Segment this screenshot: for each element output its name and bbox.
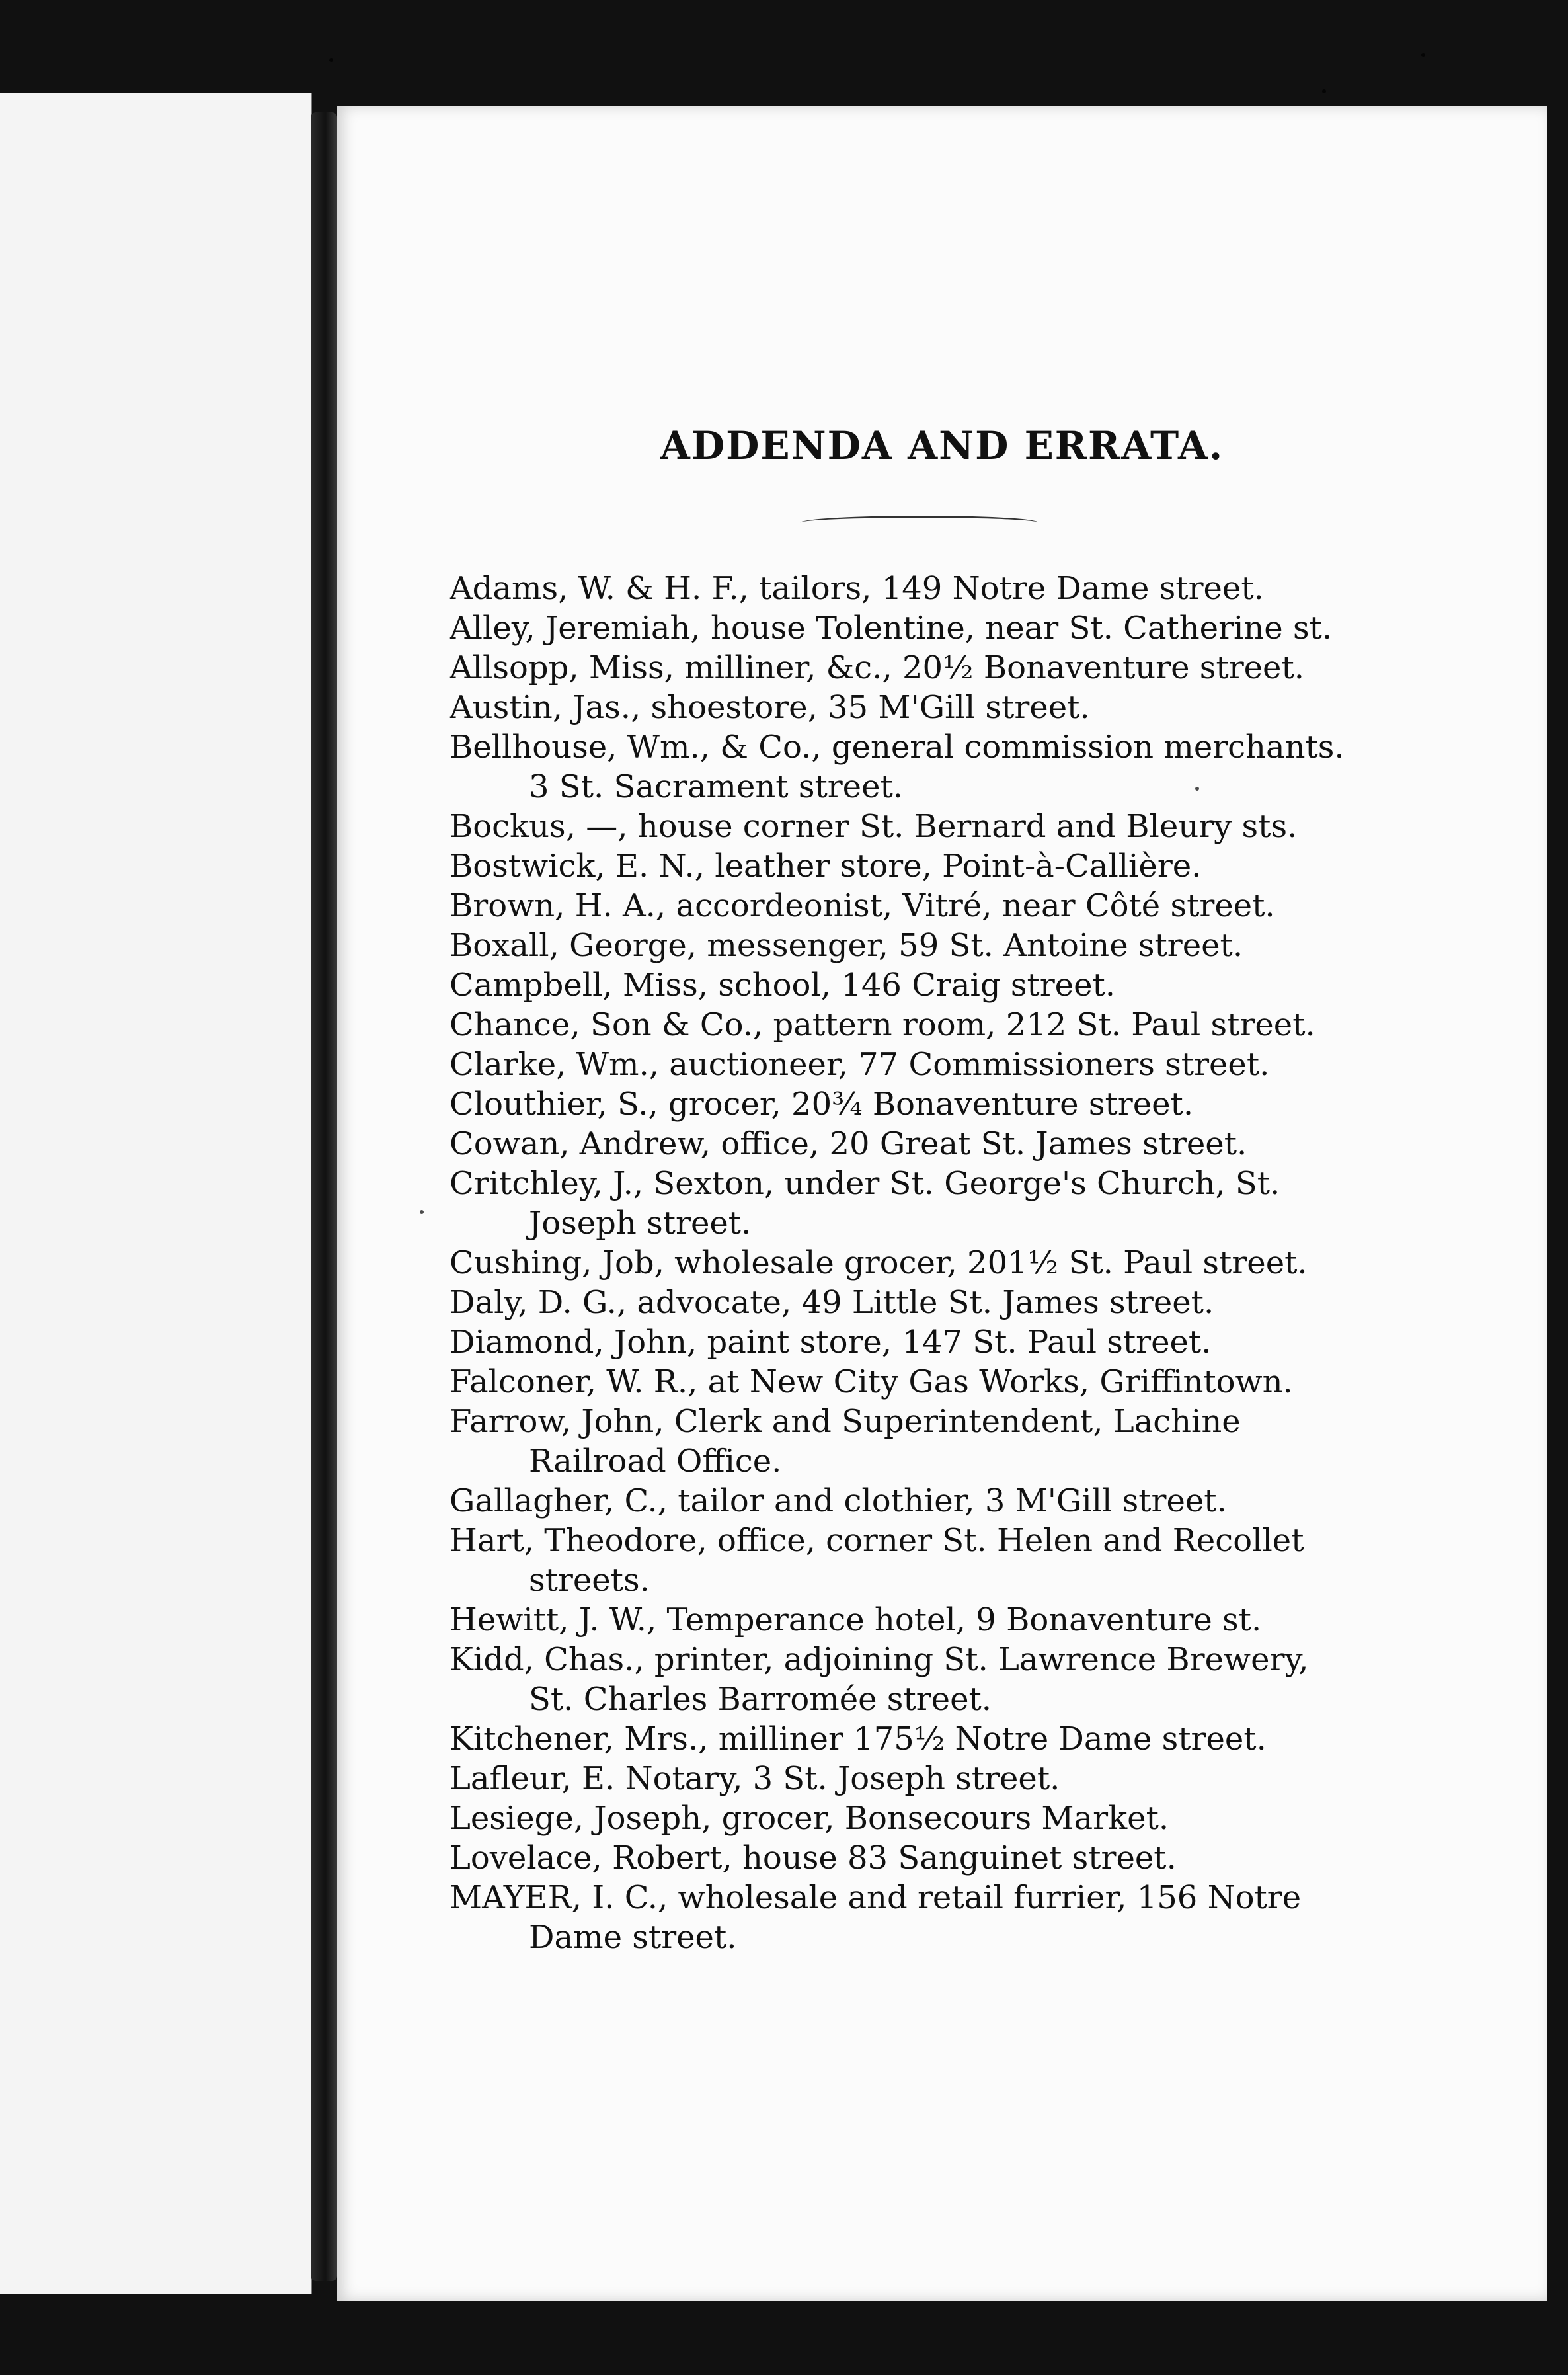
entry-cushing [450, 1243, 1481, 1283]
page-title: ADDENDA AND ERRATA. [660, 423, 1224, 468]
entry-clarke-line1: Clarke, Wm., auctioneer, 77 Commissioners street. [450, 1046, 1270, 1083]
entry-hart [450, 1521, 1481, 1600]
entry-diamond-line1: Diamond, John, paint store, 147 St. Paul street. [450, 1324, 1212, 1361]
entry-campbell-line1: Campbell, Miss, school, 146 Craig street. [450, 967, 1116, 1004]
book-spine [311, 112, 337, 2281]
entry-chance-line1: Chance, Son & Co., pattern room, 212 St. Paul street. [450, 1006, 1315, 1043]
dust-speck [1322, 89, 1326, 93]
entry-campbell [450, 965, 1481, 1005]
entry-kitchener-line1: Kitchener, Mrs., milliner 175½ Notre Dame street. [450, 1720, 1267, 1757]
entry-bockus-line1: Bockus, —, house corner St. Bernard and Bleury sts. [450, 808, 1298, 845]
entry-clouthier [450, 1084, 1481, 1124]
entry-farrow [450, 1402, 1481, 1481]
entry-boxall [450, 926, 1481, 965]
entry-bellhouse [450, 727, 1481, 807]
entry-critchley-line1: Critchley, J., Sexton, under St. George's Church, St. [450, 1165, 1280, 1202]
entry-allsopp-line1: Allsopp, Miss, milliner, &c., 20½ Bonaventure street. [450, 649, 1304, 686]
entry-hart-line2: streets. [529, 1562, 650, 1599]
entry-lesiege-line1: Lesiege, Joseph, grocer, Bonsecours Market. [450, 1800, 1169, 1837]
entry-boxall-line1: Boxall, George, messenger, 59 St. Antoine street. [450, 927, 1243, 964]
entry-brown [450, 886, 1481, 926]
left-page [0, 93, 312, 2294]
entry-austin-line1: Austin, Jas., shoestore, 35 M'Gill street. [450, 689, 1090, 726]
entry-kidd-line2: St. Charles Barromée street. [529, 1681, 992, 1718]
entry-brown-line1: Brown, H. A., accordeonist, Vitré, near Côté street. [450, 887, 1275, 924]
entry-lafleur [450, 1759, 1481, 1798]
dust-speck [420, 1210, 424, 1214]
entry-cowan-line1: Cowan, Andrew, office, 20 Great St. James street. [450, 1125, 1247, 1162]
entry-bockus [450, 807, 1481, 846]
entry-daly [450, 1283, 1481, 1322]
dust-speck [1421, 53, 1425, 57]
entry-bostwick-line1: Bostwick, E. N., leather store, Point-à-Callière. [450, 848, 1202, 885]
entry-falconer-line1: Falconer, W. R., at New City Gas Works, Griffintown. [450, 1363, 1293, 1400]
entry-hewitt-line1: Hewitt, J. W., Temperance hotel, 9 Bonaventure st. [450, 1601, 1262, 1638]
entry-critchley-line2: Joseph street. [529, 1205, 752, 1242]
entry-mayer [450, 1878, 1481, 1957]
entry-kidd-line1: Kidd, Chas., printer, adjoining St. Lawrence Brewery, [450, 1641, 1309, 1678]
entry-lovelace [450, 1838, 1481, 1878]
entry-hart-line1: Hart, Theodore, office, corner St. Helen and Recollet [450, 1522, 1304, 1559]
entry-alley [450, 608, 1481, 648]
entry-bellhouse-line2: 3 St. Sacrament street. [529, 768, 904, 805]
entry-lesiege [450, 1798, 1481, 1838]
entry-diamond [450, 1322, 1481, 1362]
entry-kitchener [450, 1719, 1481, 1759]
entry-critchley [450, 1164, 1481, 1243]
entry-gallagher [450, 1481, 1481, 1521]
entry-allsopp [450, 648, 1481, 688]
entry-alley-line1: Alley, Jeremiah, house Tolentine, near St. Catherine st. [450, 610, 1333, 647]
entry-bellhouse-line1: Bellhouse, Wm., & Co., general commission merchants. [450, 729, 1345, 766]
entry-hewitt [450, 1600, 1481, 1640]
entry-bostwick [450, 846, 1481, 886]
entry-austin [450, 688, 1481, 727]
entry-daly-line1: Daly, D. G., advocate, 49 Little St. James street. [450, 1284, 1214, 1321]
entry-farrow-line2: Railroad Office. [529, 1443, 782, 1480]
entry-kidd [450, 1640, 1481, 1719]
right-page [337, 106, 1547, 2301]
entry-falconer [450, 1362, 1481, 1402]
entry-adams-line1: Adams, W. & H. F., tailors, 149 Notre Dame street. [450, 570, 1264, 607]
dust-speck [1195, 787, 1199, 791]
entry-lafleur-line1: Lafleur, E. Notary, 3 St. Joseph street. [450, 1760, 1060, 1797]
entry-adams [450, 569, 1481, 608]
entry-mayer-line1: MAYER, I. C., wholesale and retail furrier, 156 Notre [450, 1879, 1302, 1916]
entry-mayer-line2: Dame street. [529, 1919, 737, 1956]
dust-speck [329, 58, 333, 62]
entry-chance [450, 1005, 1481, 1045]
entry-gallagher-line1: Gallagher, C., tailor and clothier, 3 M'Gill street. [450, 1482, 1227, 1519]
entry-farrow-line1: Farrow, John, Clerk and Superintendent, Lachine [450, 1403, 1241, 1440]
entry-cushing-line1: Cushing, Job, wholesale grocer, 201½ St. Paul street. [450, 1244, 1308, 1281]
entry-list [450, 569, 1481, 1957]
entry-lovelace-line1: Lovelace, Robert, house 83 Sanguinet street. [450, 1839, 1177, 1876]
title-ornament-rule [797, 516, 1041, 530]
entry-clouthier-line1: Clouthier, S., grocer, 20¾ Bonaventure street. [450, 1086, 1194, 1123]
entry-clarke [450, 1045, 1481, 1084]
entry-cowan [450, 1124, 1481, 1164]
